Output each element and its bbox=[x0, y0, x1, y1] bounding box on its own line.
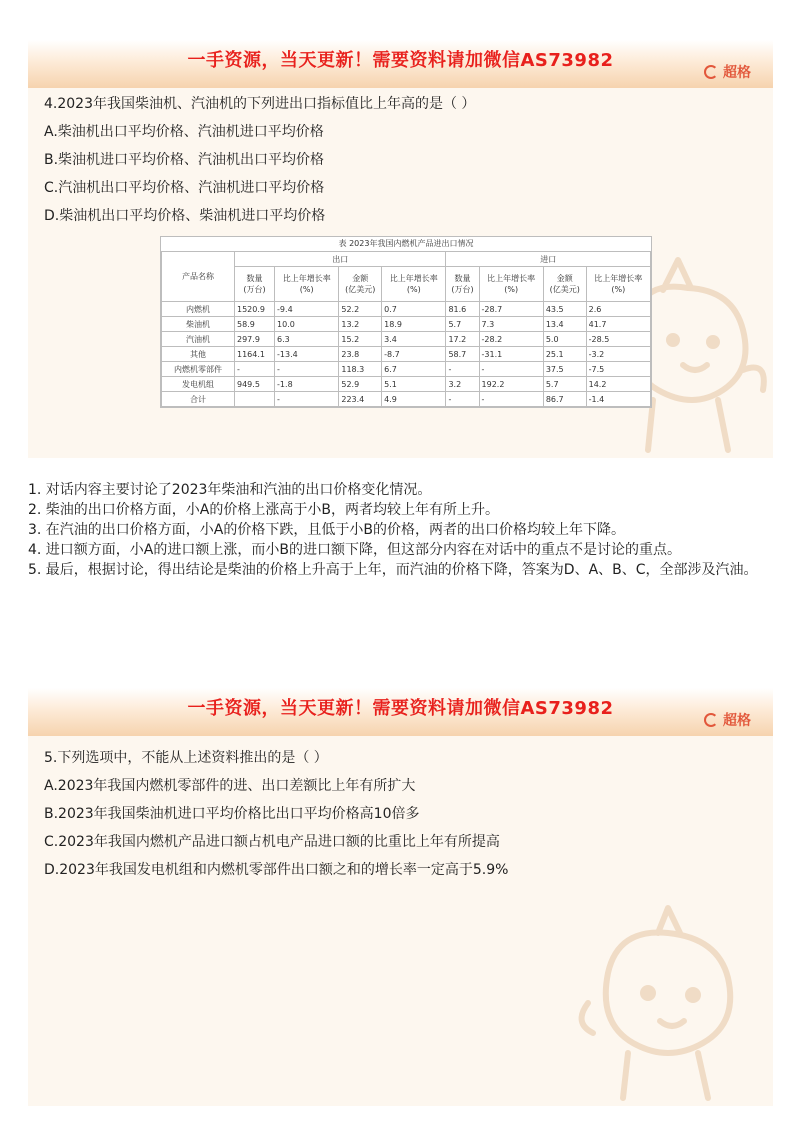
table-row bbox=[162, 302, 651, 317]
banner bbox=[28, 688, 773, 736]
row-name: 汽油机 bbox=[162, 332, 235, 347]
note-item: 4. 进口额方面，小A的进口额上涨，而小B的进口额下降，但这部分内容在对话中的重点不是讨论的重点。 bbox=[28, 542, 681, 558]
table-cell: 6.7 bbox=[382, 362, 446, 377]
question-4-title: 4.2023年我国柴油机、汽油机的下列进出口指标值比上年高的是（ ） bbox=[44, 96, 476, 112]
table-cell: 5.7 bbox=[543, 377, 586, 392]
table-cell: 52.9 bbox=[339, 377, 382, 392]
table-cell: 3.4 bbox=[382, 332, 446, 347]
table-cell: 86.7 bbox=[543, 392, 586, 407]
table-cell: -28.7 bbox=[479, 302, 543, 317]
group-export: 出口 bbox=[235, 252, 446, 267]
note-item: 2. 柴油的出口价格方面，小A的价格上涨高于小B，两者均较上年有所上升。 bbox=[28, 502, 499, 518]
table-cell: 58.7 bbox=[446, 347, 479, 362]
table-cell: - bbox=[235, 362, 275, 377]
table-cell: 13.4 bbox=[543, 317, 586, 332]
col-product-name: 产品名称 bbox=[162, 252, 235, 302]
unicorn-mascot-icon bbox=[568, 903, 758, 1103]
table-cell: 58.9 bbox=[235, 317, 275, 332]
table-row bbox=[162, 332, 651, 347]
table-cell: 297.9 bbox=[235, 332, 275, 347]
table-cell: - bbox=[479, 392, 543, 407]
table-cell: - bbox=[479, 362, 543, 377]
col-header: 数量 (万台) bbox=[235, 267, 275, 302]
col-header: 金额 (亿美元) bbox=[543, 267, 586, 302]
col-header: 数量 (万台) bbox=[446, 267, 479, 302]
table-group-header bbox=[162, 252, 651, 267]
table-cell: 4.9 bbox=[382, 392, 446, 407]
table-cell: 192.2 bbox=[479, 377, 543, 392]
banner bbox=[28, 40, 773, 88]
table-cell: 5.7 bbox=[446, 317, 479, 332]
table-cell: -7.5 bbox=[586, 362, 650, 377]
analysis-notes bbox=[28, 480, 773, 580]
table-cell: 5.1 bbox=[382, 377, 446, 392]
table-row bbox=[162, 347, 651, 362]
table-cell: - bbox=[446, 362, 479, 377]
table-cell: - bbox=[275, 362, 339, 377]
table-cell bbox=[235, 392, 275, 407]
col-header: 比上年增长率 (%) bbox=[586, 267, 650, 302]
table-cell: -9.4 bbox=[275, 302, 339, 317]
table-cell: 25.1 bbox=[543, 347, 586, 362]
table-row bbox=[162, 317, 651, 332]
note-item: 3. 在汽油的出口价格方面，小A的价格下跌，且低于小B的价格，两者的出口价格均较上年下降。 bbox=[28, 522, 625, 538]
table-cell: 15.2 bbox=[339, 332, 382, 347]
table-cell: -1.4 bbox=[586, 392, 650, 407]
brand-logo-icon bbox=[704, 713, 718, 727]
table-cell: -28.2 bbox=[479, 332, 543, 347]
option-a[interactable]: A.柴油机出口平均价格、汽油机进口平均价格 bbox=[44, 124, 324, 140]
col-header: 比上年增长率 (%) bbox=[479, 267, 543, 302]
banner-text: 一手资源，当天更新！需要资料请加微信AS73982 bbox=[187, 50, 614, 71]
table-cell: 5.0 bbox=[543, 332, 586, 347]
option-d[interactable]: D.2023年我国发电机组和内燃机零部件出口额之和的增长率一定高于5.9% bbox=[44, 862, 509, 878]
option-b[interactable]: B.柴油机进口平均价格、汽油机出口平均价格 bbox=[44, 152, 325, 168]
question-slide-5 bbox=[28, 688, 773, 1106]
option-b[interactable]: B.2023年我国柴油机进口平均价格比出口平均价格高10倍多 bbox=[44, 806, 420, 822]
table-cell: - bbox=[446, 392, 479, 407]
table-cell: -1.8 bbox=[275, 377, 339, 392]
table-cell: -8.7 bbox=[382, 347, 446, 362]
table-cell: - bbox=[275, 392, 339, 407]
table-cell: 52.2 bbox=[339, 302, 382, 317]
group-import: 进口 bbox=[446, 252, 651, 267]
table-row bbox=[162, 377, 651, 392]
table-cell: -13.4 bbox=[275, 347, 339, 362]
table-cell: 37.5 bbox=[543, 362, 586, 377]
table-cell: 1164.1 bbox=[235, 347, 275, 362]
table-cell: 6.3 bbox=[275, 332, 339, 347]
table-cell: 14.2 bbox=[586, 377, 650, 392]
table-cell: 10.0 bbox=[275, 317, 339, 332]
table-row bbox=[162, 362, 651, 377]
table-cell: 13.2 bbox=[339, 317, 382, 332]
row-name: 合计 bbox=[162, 392, 235, 407]
table-cell: -31.1 bbox=[479, 347, 543, 362]
table-cell: 949.5 bbox=[235, 377, 275, 392]
brand bbox=[704, 710, 751, 730]
table-cell: 17.2 bbox=[446, 332, 479, 347]
table-cell: 223.4 bbox=[339, 392, 382, 407]
row-name: 内燃机零部件 bbox=[162, 362, 235, 377]
row-name: 其他 bbox=[162, 347, 235, 362]
table-cell: 2.6 bbox=[586, 302, 650, 317]
question-5-title: 5.下列选项中，不能从上述资料推出的是（ ） bbox=[44, 750, 328, 766]
table-cell: 23.8 bbox=[339, 347, 382, 362]
table-cell: 41.7 bbox=[586, 317, 650, 332]
col-header: 金额 (亿美元) bbox=[339, 267, 382, 302]
option-a[interactable]: A.2023年我国内燃机零部件的进、出口差额比上年有所扩大 bbox=[44, 778, 416, 794]
col-header: 比上年增长率 (%) bbox=[382, 267, 446, 302]
table-cell: 43.5 bbox=[543, 302, 586, 317]
table-cell: 3.2 bbox=[446, 377, 479, 392]
row-name: 发电机组 bbox=[162, 377, 235, 392]
table-cell: -3.2 bbox=[586, 347, 650, 362]
brand-logo-icon bbox=[704, 65, 718, 79]
question-slide-4 bbox=[28, 40, 773, 458]
brand-name: 超格 bbox=[723, 713, 751, 729]
data-table bbox=[160, 236, 652, 408]
brand-name: 超格 bbox=[723, 65, 751, 81]
note-item: 5. 最后，根据讨论，得出结论是柴油的价格上升高于上年，而汽油的价格下降，答案为D、A、B、C，全部涉及汽油。 bbox=[28, 562, 758, 578]
table-cell: 81.6 bbox=[446, 302, 479, 317]
banner-text: 一手资源，当天更新！需要资料请加微信AS73982 bbox=[187, 698, 614, 719]
table-cell: -28.5 bbox=[586, 332, 650, 347]
question-4 bbox=[44, 90, 475, 230]
option-c[interactable]: C.汽油机出口平均价格、汽油机进口平均价格 bbox=[44, 180, 325, 196]
table-caption: 表 2023年我国内燃机产品进出口情况 bbox=[338, 239, 474, 248]
table-cell: 1520.9 bbox=[235, 302, 275, 317]
option-d[interactable]: D.柴油机出口平均价格、柴油机进口平均价格 bbox=[44, 208, 326, 224]
table-column-header bbox=[162, 267, 651, 302]
question-5 bbox=[44, 744, 508, 884]
option-c[interactable]: C.2023年我国内燃机产品进口额占机电产品进口额的比重比上年有所提高 bbox=[44, 834, 500, 850]
table-row bbox=[162, 392, 651, 407]
row-name: 柴油机 bbox=[162, 317, 235, 332]
table-cell: 118.3 bbox=[339, 362, 382, 377]
import-export-table bbox=[161, 251, 651, 407]
brand bbox=[704, 62, 751, 82]
row-name: 内燃机 bbox=[162, 302, 235, 317]
table-cell: 18.9 bbox=[382, 317, 446, 332]
note-item: 1. 对话内容主要讨论了2023年柴油和汽油的出口价格变化情况。 bbox=[28, 482, 432, 498]
table-cell: 0.7 bbox=[382, 302, 446, 317]
table-cell: 7.3 bbox=[479, 317, 543, 332]
col-header: 比上年增长率 (%) bbox=[275, 267, 339, 302]
